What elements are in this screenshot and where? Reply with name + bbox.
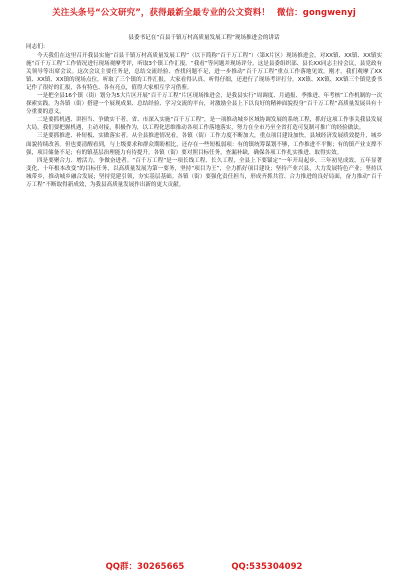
- document-title: 县委书记在“百县千镇万村高质量发展工程”现场推进会的讲话: [128, 35, 280, 41]
- paragraph: 今天我们在这里召开我县实施“百县千镇万村高质量发展工程”（以下简称“百千万工程”）（第X片区）现场推进会，对XX镇、XX镇、XX镇实施“百千万工程”工作情况进行现场观摩考评，听取3个镇工作汇报。“我看”等问题并现场评分，这是县委组织部、县长XX同志主持会议，县党政有关领导等出席会议。这次会议主要任务是，总结交流经验、查找问题不足，进一步推动“百千万工程”重点工作落地见效。刚才，我们观摩了XX镇、XX镇、XX镇的现场点位，听取了三个镇的工作汇报，大家看得认真、听得仔细，还进行了现场考评打分。XX镇、XX镇、XX镇三个镇党委书记作了很好的汇报，各有特色、各有亮点，值得大家相互学习借鉴。: [26, 53, 382, 92]
- paragraph: 二是要抓机遇、讲担当、争做实干者。省、市深入实施“百千万工程”，是一项推动城乡区域协调发展的系统工程，抓好这项工作事关我县发展大局。我们要把握机遇，主动对接，积极作为，以工程化思维推动各项工作落地落实，努力在全市乃至全省打造可复制可推广的经验做法。: [26, 117, 382, 132]
- paragraph: 一是把全县16个镇（街）划分为5大片区开展“百千万工程”片区现场推进会，是我县实行“周调度、月通报、季推进、年考核”工作机制的一次探索实践。为各镇（街）搭建一个展现成果、总结经验、学习交流的平台，对激励全县上下以良好的精神面貌投身“百千万工程”高质量发展具有十分重要的意义。: [26, 93, 382, 116]
- footer-banner: [0, 560, 408, 574]
- footer-qq-group: QQ群：30265665: [105, 562, 185, 572]
- banner-promo-text: 关注头条号“公文研究”，获得最新全最专业的公文资料！: [52, 8, 270, 18]
- document-body: [26, 34, 382, 189]
- paragraph: 四是要聚合力、增活力，争做奋进者。“百千万工程”是一项长线工程、长久工程，全县上下要锚定“一年开局起步、三年初见成效、五年显著变化、十年根本改变”的目标任务，以高质量发展为第一要务，坚持“项目为王”，全力抓好项目建设；坚持产业兴县，大力发展特色产业；坚持以城带乡，推动城乡融合发展；坚持党建引领，夯实基层基础。各镇（街）要强化责任担当，形成齐抓共管、合力推进的良好局面，奋力推动“百千万工程”不断取得新成效，为我县高质量发展作出新的更大贡献。: [26, 157, 382, 188]
- banner-wechat-text: 微信：gongwenyj: [276, 8, 356, 18]
- footer-qq: QQ:535304092: [231, 562, 303, 572]
- document-salutation: 同志们：: [26, 44, 49, 50]
- header-banner: [0, 6, 408, 20]
- paragraph: 三是要抓推进、补短板、实做落实者。从全县推进情况看，各镇（街）工作力度不断加大，重点项目建设加快，县域经济发展质效提升，城乡面貌持续改善。但也要清醒看到，与上级要求和群众期盼相比，还存在一些短板弱项：有的镇统筹谋划不够，工作推进不平衡；有的镇产业支撑不强，项目储备不足；有的镇基层治理能力有待提升。各镇（街）要对照目标任务，查漏补缺，确保各项工作扎实推进、取得实效。: [26, 133, 382, 156]
